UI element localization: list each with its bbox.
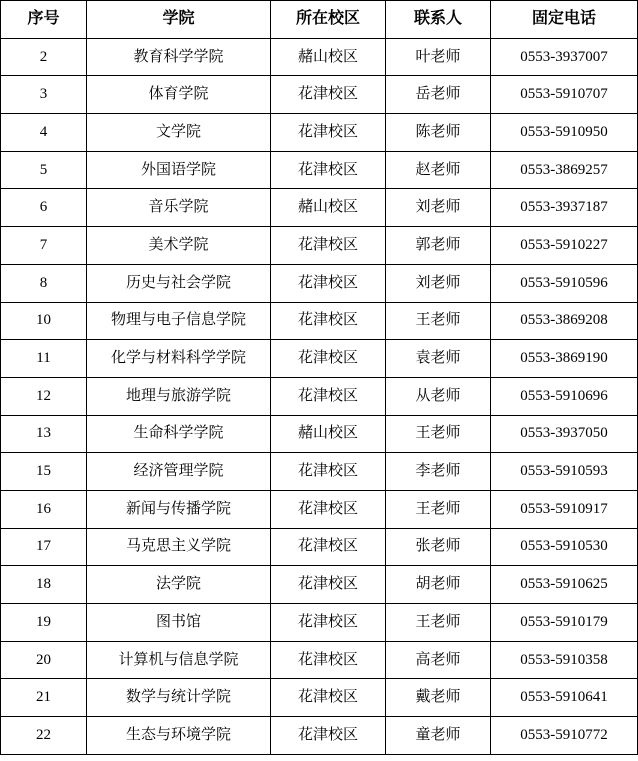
cell-campus: 花津校区 <box>271 264 386 302</box>
cell-serial-number: 17 <box>1 528 87 566</box>
cell-serial-number: 20 <box>1 641 87 679</box>
cell-campus: 花津校区 <box>271 679 386 717</box>
table-row <box>1 566 638 604</box>
cell-campus: 花津校区 <box>271 340 386 378</box>
cell-serial-number: 2 <box>1 38 87 76</box>
cell-college: 外国语学院 <box>87 151 271 189</box>
cell-campus: 赭山校区 <box>271 189 386 227</box>
table-row <box>1 377 638 415</box>
cell-campus: 花津校区 <box>271 114 386 152</box>
cell-campus: 赭山校区 <box>271 38 386 76</box>
cell-serial-number: 10 <box>1 302 87 340</box>
cell-contact-person: 胡老师 <box>386 566 491 604</box>
cell-landline-phone: 0553-3937187 <box>491 189 638 227</box>
cell-serial-number: 18 <box>1 566 87 604</box>
table-row <box>1 490 638 528</box>
header-college: 学院 <box>87 1 271 39</box>
cell-college: 文学院 <box>87 114 271 152</box>
cell-college: 音乐学院 <box>87 189 271 227</box>
cell-landline-phone: 0553-5910625 <box>491 566 638 604</box>
cell-contact-person: 陈老师 <box>386 114 491 152</box>
cell-college: 经济管理学院 <box>87 453 271 491</box>
cell-landline-phone: 0553-5910530 <box>491 528 638 566</box>
cell-serial-number: 3 <box>1 76 87 114</box>
table-row <box>1 415 638 453</box>
cell-landline-phone: 0553-5910917 <box>491 490 638 528</box>
cell-college: 法学院 <box>87 566 271 604</box>
cell-campus: 花津校区 <box>271 604 386 642</box>
table-row <box>1 38 638 76</box>
table-row <box>1 679 638 717</box>
cell-landline-phone: 0553-5910593 <box>491 453 638 491</box>
cell-serial-number: 11 <box>1 340 87 378</box>
cell-college: 生命科学学院 <box>87 415 271 453</box>
cell-campus: 花津校区 <box>271 717 386 755</box>
table-row <box>1 340 638 378</box>
table-row <box>1 264 638 302</box>
table-row <box>1 717 638 755</box>
header-serial-number: 序号 <box>1 1 87 39</box>
cell-serial-number: 22 <box>1 717 87 755</box>
cell-college: 生态与环境学院 <box>87 717 271 755</box>
cell-campus: 花津校区 <box>271 453 386 491</box>
cell-college: 图书馆 <box>87 604 271 642</box>
cell-college: 美术学院 <box>87 227 271 265</box>
cell-college: 计算机与信息学院 <box>87 641 271 679</box>
cell-serial-number: 16 <box>1 490 87 528</box>
cell-contact-person: 王老师 <box>386 604 491 642</box>
cell-landline-phone: 0553-5910227 <box>491 227 638 265</box>
cell-campus: 花津校区 <box>271 566 386 604</box>
cell-serial-number: 21 <box>1 679 87 717</box>
cell-campus: 花津校区 <box>271 302 386 340</box>
cell-college: 化学与材料科学学院 <box>87 340 271 378</box>
table-row <box>1 76 638 114</box>
cell-college: 马克思主义学院 <box>87 528 271 566</box>
cell-campus: 花津校区 <box>271 151 386 189</box>
cell-landline-phone: 0553-5910179 <box>491 604 638 642</box>
cell-serial-number: 4 <box>1 114 87 152</box>
cell-contact-person: 刘老师 <box>386 189 491 227</box>
cell-college: 教育科学学院 <box>87 38 271 76</box>
cell-campus: 花津校区 <box>271 641 386 679</box>
cell-contact-person: 岳老师 <box>386 76 491 114</box>
cell-landline-phone: 0553-3937050 <box>491 415 638 453</box>
cell-serial-number: 13 <box>1 415 87 453</box>
cell-landline-phone: 0553-5910707 <box>491 76 638 114</box>
cell-contact-person: 从老师 <box>386 377 491 415</box>
cell-contact-person: 赵老师 <box>386 151 491 189</box>
cell-contact-person: 王老师 <box>386 415 491 453</box>
cell-serial-number: 5 <box>1 151 87 189</box>
cell-campus: 花津校区 <box>271 490 386 528</box>
cell-campus: 赭山校区 <box>271 415 386 453</box>
cell-college: 体育学院 <box>87 76 271 114</box>
cell-college: 地理与旅游学院 <box>87 377 271 415</box>
cell-serial-number: 8 <box>1 264 87 302</box>
cell-serial-number: 6 <box>1 189 87 227</box>
cell-landline-phone: 0553-5910696 <box>491 377 638 415</box>
table-row <box>1 114 638 152</box>
header-contact-person: 联系人 <box>386 1 491 39</box>
cell-landline-phone: 0553-5910772 <box>491 717 638 755</box>
cell-serial-number: 7 <box>1 227 87 265</box>
cell-landline-phone: 0553-3937007 <box>491 38 638 76</box>
table-row <box>1 528 638 566</box>
cell-landline-phone: 0553-5910641 <box>491 679 638 717</box>
cell-landline-phone: 0553-5910596 <box>491 264 638 302</box>
table-row <box>1 151 638 189</box>
header-campus: 所在校区 <box>271 1 386 39</box>
cell-serial-number: 19 <box>1 604 87 642</box>
cell-serial-number: 12 <box>1 377 87 415</box>
cell-campus: 花津校区 <box>271 76 386 114</box>
table-row <box>1 641 638 679</box>
cell-contact-person: 高老师 <box>386 641 491 679</box>
cell-college: 数学与统计学院 <box>87 679 271 717</box>
cell-contact-person: 郭老师 <box>386 227 491 265</box>
table-row <box>1 453 638 491</box>
cell-contact-person: 李老师 <box>386 453 491 491</box>
cell-college: 新闻与传播学院 <box>87 490 271 528</box>
cell-landline-phone: 0553-3869208 <box>491 302 638 340</box>
header-landline-phone: 固定电话 <box>491 1 638 39</box>
cell-contact-person: 童老师 <box>386 717 491 755</box>
cell-campus: 花津校区 <box>271 227 386 265</box>
cell-contact-person: 叶老师 <box>386 38 491 76</box>
table-row <box>1 302 638 340</box>
cell-campus: 花津校区 <box>271 377 386 415</box>
table-row <box>1 189 638 227</box>
table-row <box>1 227 638 265</box>
cell-contact-person: 戴老师 <box>386 679 491 717</box>
cell-college: 历史与社会学院 <box>87 264 271 302</box>
cell-campus: 花津校区 <box>271 528 386 566</box>
cell-contact-person: 刘老师 <box>386 264 491 302</box>
cell-landline-phone: 0553-5910950 <box>491 114 638 152</box>
cell-landline-phone: 0553-3869257 <box>491 151 638 189</box>
cell-contact-person: 王老师 <box>386 302 491 340</box>
header-row <box>1 1 638 39</box>
cell-contact-person: 王老师 <box>386 490 491 528</box>
cell-contact-person: 袁老师 <box>386 340 491 378</box>
cell-college: 物理与电子信息学院 <box>87 302 271 340</box>
table-row <box>1 604 638 642</box>
cell-serial-number: 15 <box>1 453 87 491</box>
cell-contact-person: 张老师 <box>386 528 491 566</box>
cell-landline-phone: 0553-5910358 <box>491 641 638 679</box>
cell-landline-phone: 0553-3869190 <box>491 340 638 378</box>
